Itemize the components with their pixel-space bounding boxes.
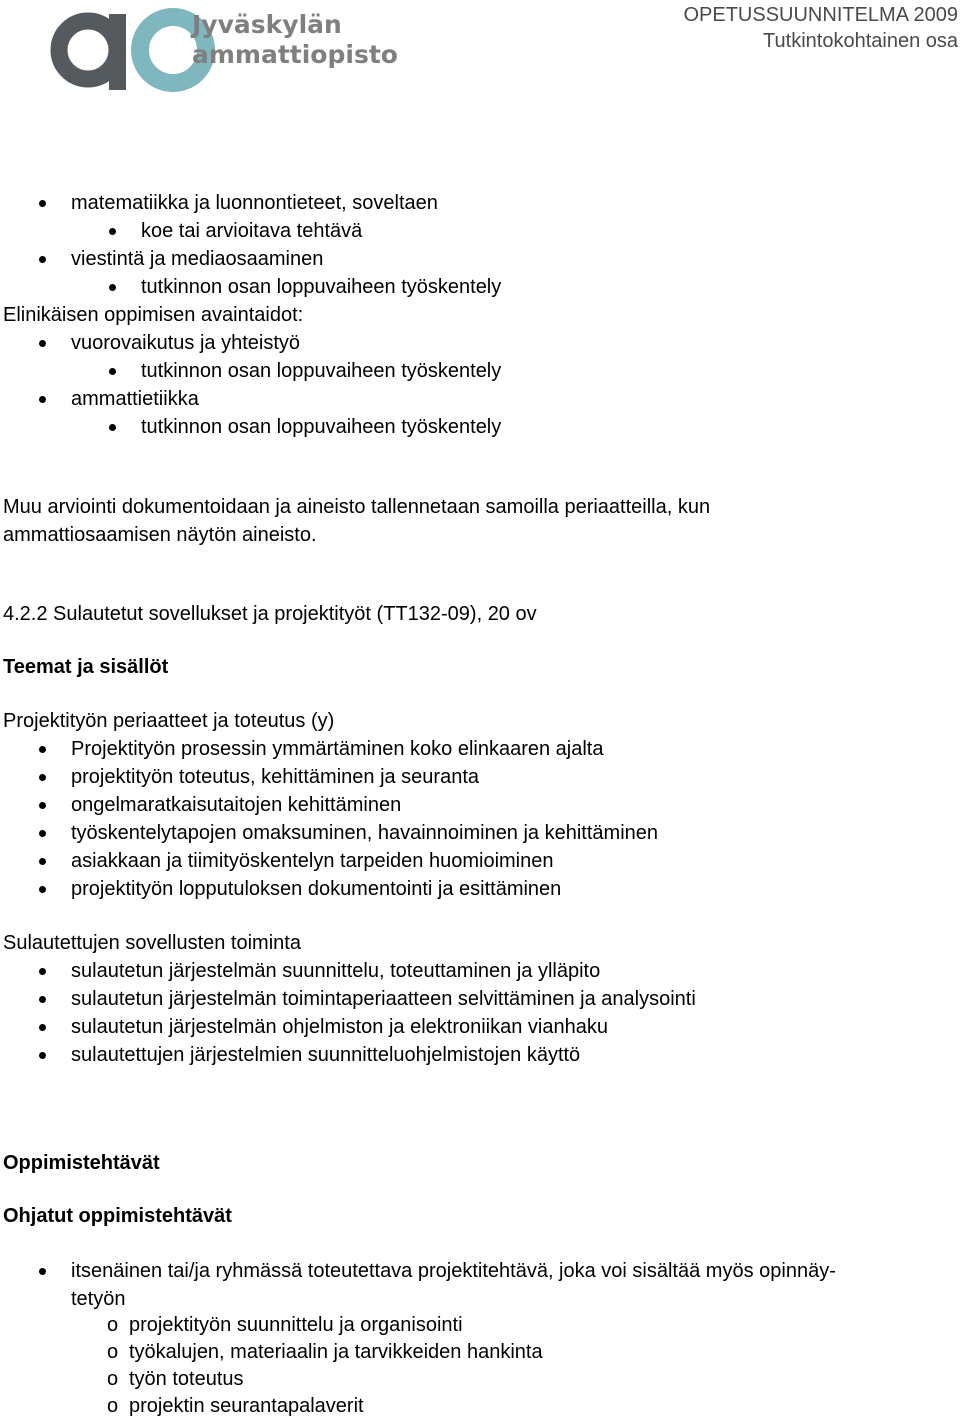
bullet-icon [39, 200, 46, 207]
guided-tasks-list [3, 1257, 953, 1419]
bullet-icon [39, 802, 46, 809]
sub-list-item: o työn toteutus [3, 1365, 953, 1392]
list-item: itsenäinen tai/ja ryhmässä toteutettava projektitehtävä, joka voi sisältää myös opinnäy- [3, 1257, 953, 1285]
logo-line-1: Jyväskylän [192, 10, 342, 39]
tasks-heading: Oppimistehtävät [3, 1152, 160, 1174]
bullet-icon [39, 1268, 46, 1275]
list-item: vuorovaikutus ja yhteistyö [3, 329, 953, 357]
list-item: tutkinnon osan loppuvaiheen työskentely [3, 273, 953, 301]
bullet-icon [39, 1052, 46, 1059]
group1-list [3, 707, 953, 903]
circle-bullet-icon: o [107, 1341, 119, 1363]
list-item: ongelmaratkaisutaitojen kehittäminen [3, 791, 953, 819]
sub-list-item: o työkalujen, materiaalin ja tarvikkeiden hankinta [3, 1338, 953, 1365]
list-item: tutkinnon osan loppuvaiheen työskentely [3, 413, 953, 441]
circle-bullet-icon: o [107, 1368, 119, 1390]
list-item: projektityön toteutus, kehittäminen ja seuranta [3, 763, 953, 791]
bullet-icon [109, 228, 116, 235]
list-item: tutkinnon osan loppuvaiheen työskentely [3, 357, 953, 385]
sub-list-item: o projektin seurantapalaverit [3, 1392, 953, 1419]
themes-heading: Teemat ja sisällöt [3, 656, 169, 678]
bullet-icon [39, 396, 46, 403]
bullet-icon [109, 424, 116, 431]
group-title: Projektityön periaatteet ja toteutus (y) [3, 710, 335, 732]
section-heading: 4.2.2 Sulautetut sovellukset ja projektityöt (TT132-09), 20 ov [3, 603, 537, 625]
list-heading: Elinikäisen oppimisen avaintaidot: [3, 304, 304, 326]
list-item: ammattietiikka [3, 385, 953, 413]
list-item-continuation: tetyön [71, 1288, 126, 1310]
list-item: sulautetun järjestelmän toimintaperiaatteen selvittäminen ja analysointi [3, 985, 953, 1013]
bullet-icon [39, 996, 46, 1003]
list-item: asiakkaan ja tiimityöskentelyn tarpeiden huomioiminen [3, 847, 953, 875]
list-item: sulautetun järjestelmän suunnittelu, toteuttaminen ja ylläpito [3, 957, 953, 985]
bullet-icon [39, 1024, 46, 1031]
bullet-icon [39, 886, 46, 893]
bullet-icon [39, 340, 46, 347]
assessment-list [3, 189, 953, 441]
bullet-icon [109, 368, 116, 375]
guided-tasks-heading: Ohjatut oppimistehtävät [3, 1205, 232, 1227]
group2-list [3, 929, 953, 1069]
list-item: projektityön lopputuloksen dokumentointi ja esittäminen [3, 875, 953, 903]
logo-line-2: ammattiopisto [192, 40, 398, 69]
assessment-note: Muu arviointi dokumentoidaan ja aineisto tallennetaan samoilla periaatteilla, kun ammattiosaamisen näytön aineisto. [3, 496, 711, 546]
circle-bullet-icon: o [107, 1395, 119, 1417]
list-item: viestintä ja mediaosaaminen [3, 245, 953, 273]
bullet-icon [109, 284, 116, 291]
list-item: sulautettujen järjestelmien suunnitteluohjelmistojen käyttö [3, 1041, 953, 1069]
bullet-icon [39, 256, 46, 263]
list-item: työskentelytapojen omaksuminen, havainnoiminen ja kehittäminen [3, 819, 953, 847]
list-item: matematiikka ja luonnontieteet, soveltaen [3, 189, 953, 217]
list-item: koe tai arvioitava tehtävä [3, 217, 953, 245]
bullet-icon [39, 830, 46, 837]
list-item: sulautetun järjestelmän ohjelmiston ja elektroniikan vianhaku [3, 1013, 953, 1041]
document-header [683, 2, 958, 54]
logo-wordmark [192, 10, 398, 70]
bullet-icon [39, 774, 46, 781]
bullet-icon [39, 746, 46, 753]
circle-bullet-icon: o [107, 1314, 119, 1336]
sub-list-item: o projektityön suunnittelu ja organisointi [3, 1311, 953, 1338]
document-subtitle: Tutkintokohtainen osa [763, 30, 958, 52]
bullet-icon [39, 858, 46, 865]
group-title: Sulautettujen sovellusten toiminta [3, 932, 301, 954]
bullet-icon [39, 968, 46, 975]
list-item: Projektityön prosessin ymmärtäminen koko elinkaaren ajalta [3, 735, 953, 763]
document-title: OPETUSSUUNNITELMA 2009 [683, 4, 958, 26]
